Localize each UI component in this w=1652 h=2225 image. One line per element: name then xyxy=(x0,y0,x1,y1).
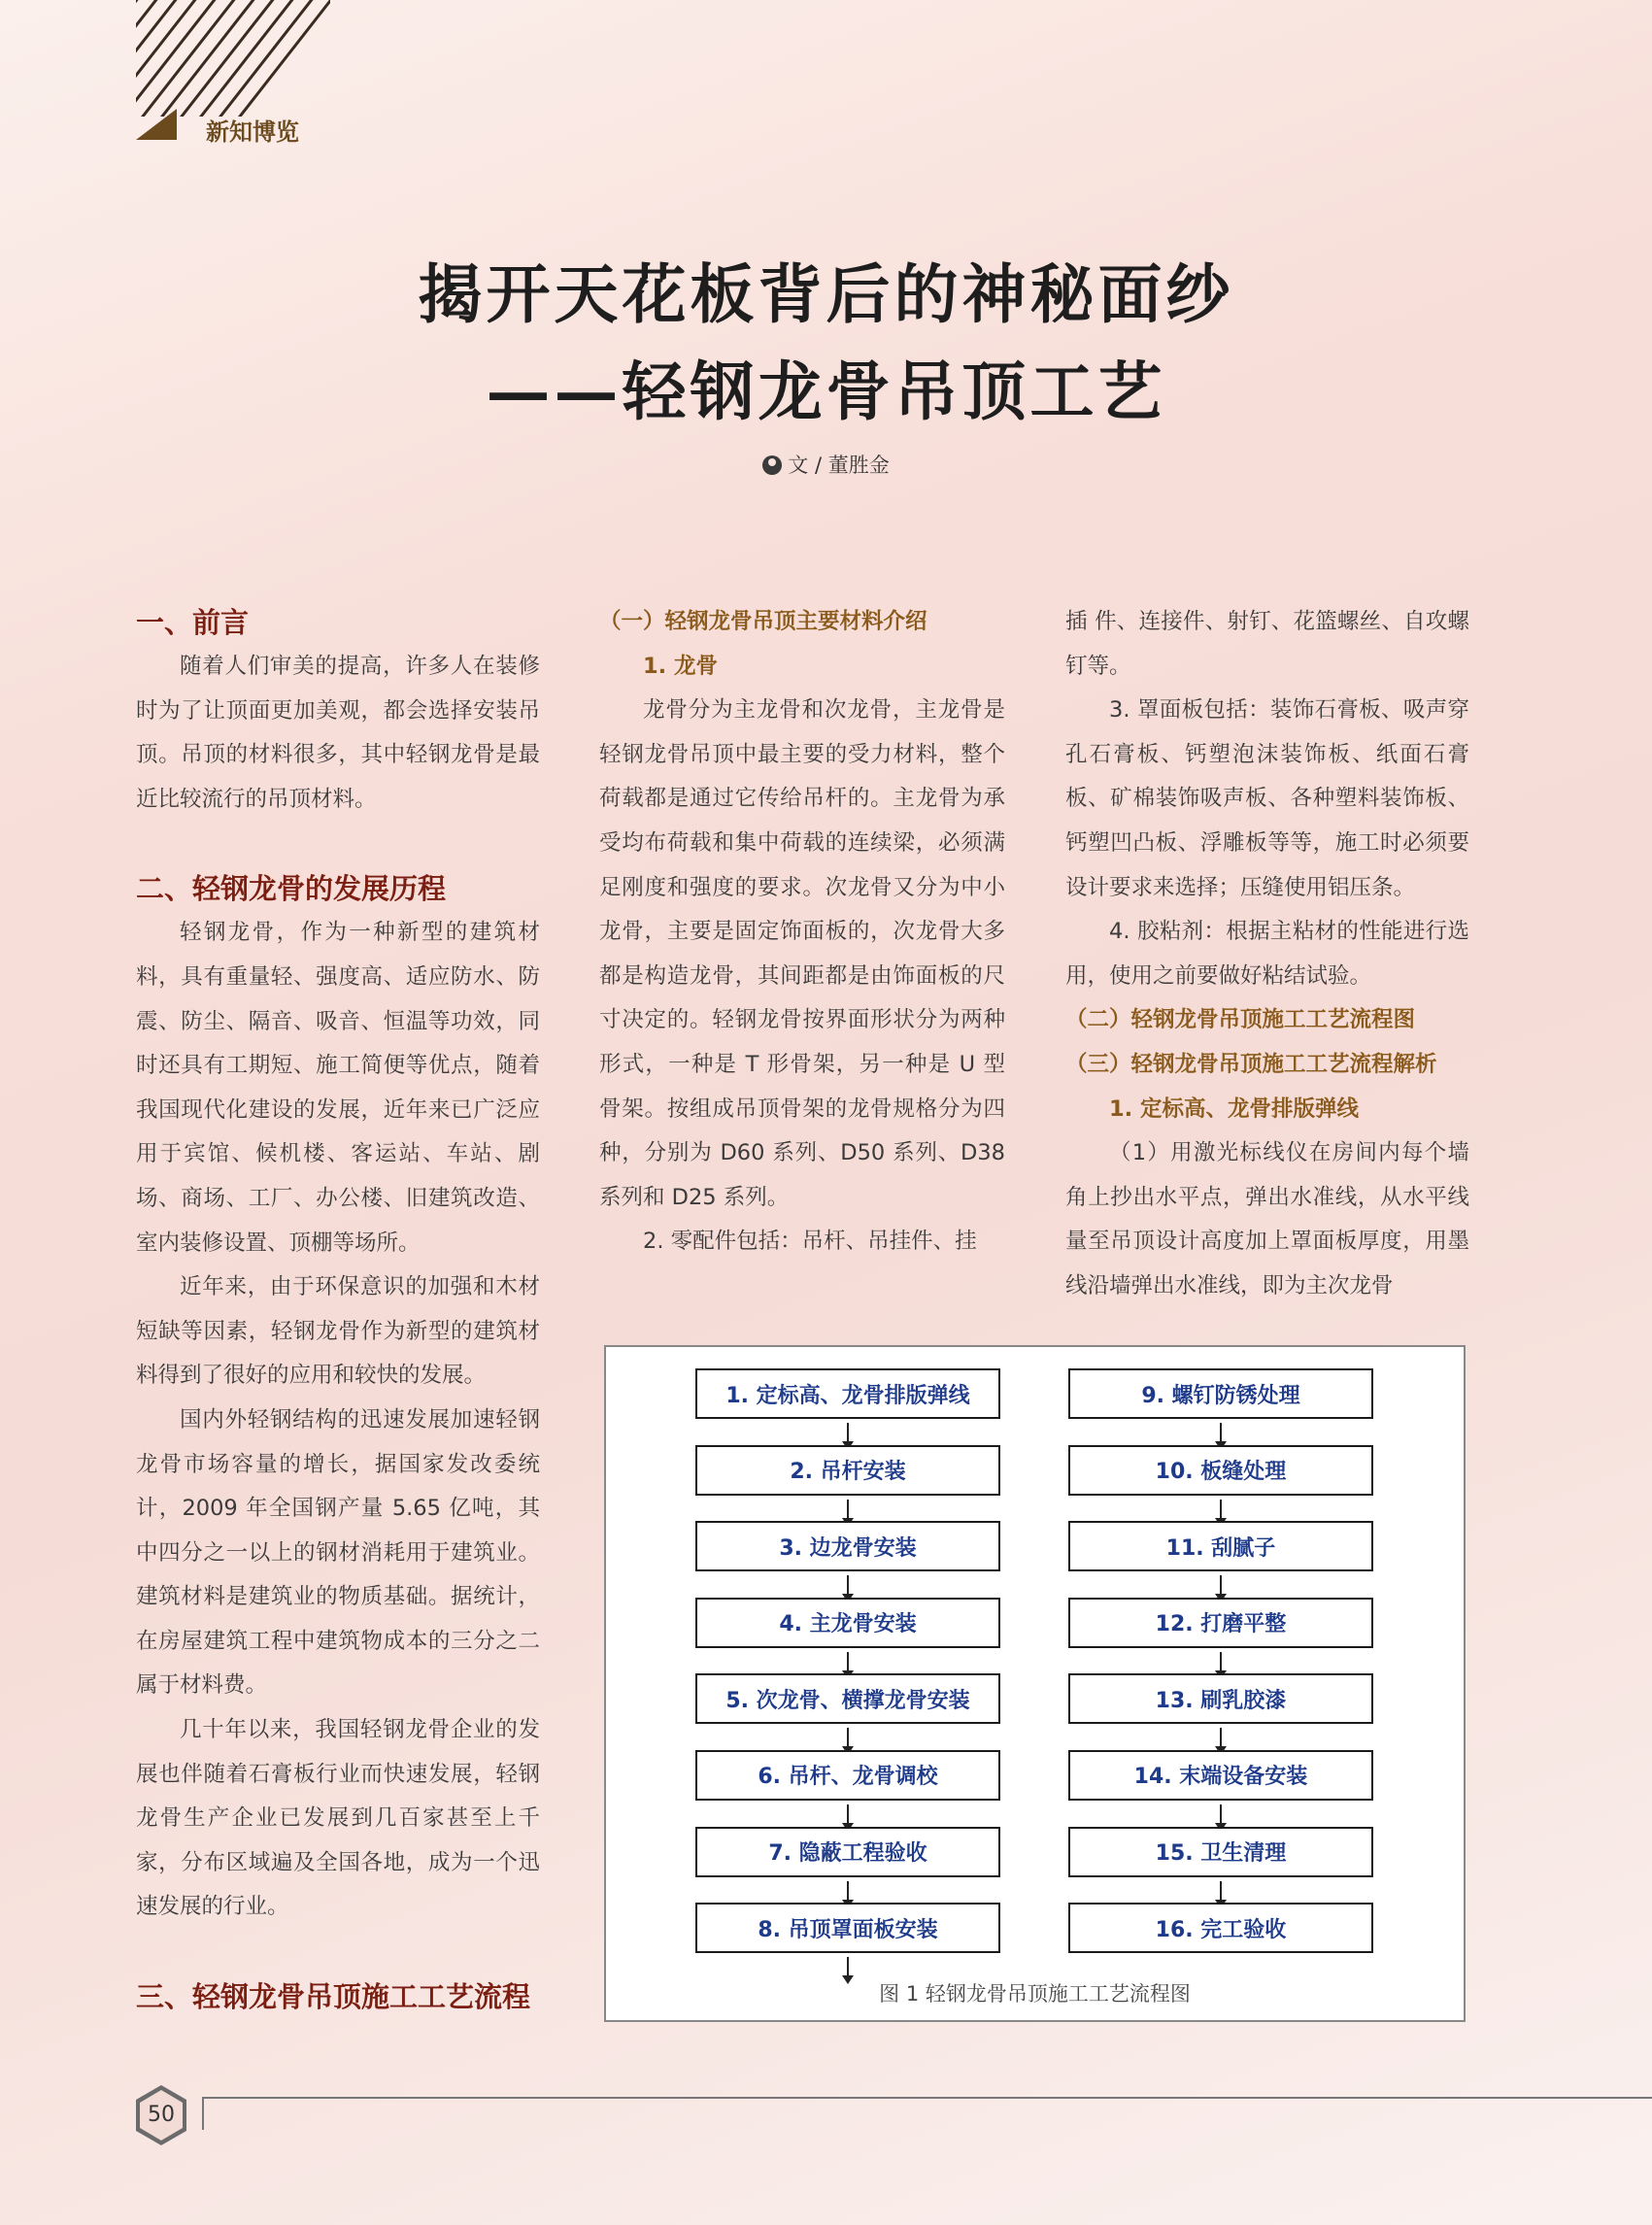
footer-divider xyxy=(202,2097,1652,2099)
article-title: 揭开天花板背后的神秘面纱 xyxy=(418,256,1234,332)
flow-step: 14. 末端设备安装 xyxy=(1068,1750,1373,1801)
flow-step: 8. 吊顶罩面板安装 xyxy=(695,1903,1000,1953)
column-2 xyxy=(599,600,1005,1264)
decorative-stripes xyxy=(136,0,330,117)
corner-triangle-icon xyxy=(136,109,177,140)
heading-process: 三、轻钢龙骨吊顶施工工艺流程 xyxy=(136,1980,531,2014)
arrow-down-icon xyxy=(847,1728,849,1749)
heading-history: 二、轻钢龙骨的发展历程 xyxy=(136,872,447,906)
arrow-down-icon xyxy=(1220,1575,1222,1597)
paragraph: 4. 胶粘剂：根据主粘材的性能进行选 用，使用之前要做好粘结试验。 xyxy=(1065,919,1469,989)
arrow-down-icon xyxy=(1220,1804,1222,1826)
flow-step: 16. 完工验收 xyxy=(1068,1903,1373,1953)
arrow-down-icon xyxy=(847,1804,849,1826)
person-icon xyxy=(762,455,782,475)
flow-step: 10. 板缝处理 xyxy=(1068,1445,1373,1496)
flow-step: 15. 卫生清理 xyxy=(1068,1827,1373,1877)
heading-keel: 1. 龙骨 xyxy=(643,653,719,679)
paragraph: 龙骨分为主龙骨和次龙骨，主龙骨是轻钢龙骨吊顶中最主要的受力材料，整个荷载都是通过它传给吊杆的。主龙骨为承受均布荷载和集中荷载的连续梁，必须满足刚度和强度的要求。次龙骨又分为中小龙骨，主要是固定饰面板的，次龙骨大多都是构造龙骨，其间距都是由饰面板的尺寸决定的。轻钢龙骨按界面形状分为两种形式，一种是 T 形骨架，另一种是 U 型骨架。按组成吊顶骨架的龙骨规格分为四种，分别为 D60 系列、D50 系列、D38 系列和 D25 系列。 xyxy=(599,697,1005,1210)
article-subtitle: ——轻钢龙骨吊顶工艺 xyxy=(486,354,1166,429)
arrow-down-icon xyxy=(847,1957,849,1978)
flow-step: 5. 次龙骨、横撑龙骨安装 xyxy=(695,1673,1000,1724)
footer-tick xyxy=(202,2097,204,2130)
arrow-down-icon xyxy=(847,1881,849,1903)
paragraph: 几十年以来，我国轻钢龙骨企业的发 展也伴随着石膏板行业而快速发展，轻钢 龙骨生产企业已发展到几百家甚至上千家，分布区域遍及全国各地，成为一个迅速发展的行业。 xyxy=(136,1717,540,1920)
paragraph: 随着人们审美的提高，许多人在装修 时为了让顶面更加美观，都会选择安装吊顶。吊顶的材料很多，其中轻钢龙骨是最 近比较流行的吊顶材料。 xyxy=(136,654,540,812)
arrow-down-icon xyxy=(1220,1423,1222,1444)
heading-materials: （一）轻钢龙骨吊顶主要材料介绍 xyxy=(599,609,927,634)
arrow-down-icon xyxy=(1220,1500,1222,1521)
flow-step: 4. 主龙骨安装 xyxy=(695,1598,1000,1648)
flowchart-left-column xyxy=(695,1368,1000,1979)
paragraph: 插 件、连接件、射钉、花篮螺丝、自攻螺钉等。 xyxy=(1065,609,1469,679)
arrow-down-icon xyxy=(847,1575,849,1597)
heading-intro: 一、前言 xyxy=(136,606,250,639)
paragraph: （1）用激光标线仪在房间内每个墙角上抄出水平点，弹出水准线，从水平线 量至吊顶设计高度加上罩面板厚度，用墨 线沿墙弹出水准线，即为主次龙骨 xyxy=(1065,1140,1469,1298)
section-tag: 新知博览 xyxy=(206,118,299,146)
flowchart-right-column xyxy=(1068,1368,1373,1979)
flow-step: 2. 吊杆安装 xyxy=(695,1445,1000,1496)
flow-step: 7. 隐蔽工程验收 xyxy=(695,1827,1000,1877)
arrow-down-icon xyxy=(1220,1881,1222,1903)
flow-step: 1. 定标高、龙骨排版弹线 xyxy=(695,1368,1000,1419)
flow-step: 13. 刷乳胶漆 xyxy=(1068,1673,1373,1724)
paragraph: 国内外轻钢结构的迅速发展加速轻钢龙骨市场容量的增长，据国家发改委统 计，2009 年全国钢产量 5.65 亿吨，其中四分之一以上的钢材消耗用于建筑业。建筑材料是建筑业的物质基础。据统计，在房屋建筑工程中建筑物成本的三分之二属于材料费。 xyxy=(136,1406,540,1699)
paragraph: 2. 零配件包括：吊杆、吊挂件、挂 xyxy=(643,1229,977,1255)
heading-analysis: （三）轻钢龙骨吊顶施工工艺流程解析 xyxy=(1065,1051,1437,1077)
heading-flowchart: （二）轻钢龙骨吊顶施工工艺流程图 xyxy=(1065,1007,1416,1033)
author: 文 / 董胜金 xyxy=(788,454,890,477)
arrow-down-icon xyxy=(1220,1652,1222,1673)
flow-step: 3. 边龙骨安装 xyxy=(695,1521,1000,1571)
column-1 xyxy=(136,600,540,2019)
arrow-down-icon xyxy=(847,1423,849,1444)
figure-caption: 图 1 轻钢龙骨吊顶施工工艺流程图 xyxy=(879,1982,1191,2006)
byline xyxy=(0,450,1652,479)
heading-step1: 1. 定标高、龙骨排版弹线 xyxy=(1109,1096,1360,1122)
flow-step: 11. 刮腻子 xyxy=(1068,1521,1373,1571)
flow-step: 9. 螺钉防锈处理 xyxy=(1068,1368,1373,1419)
flow-step: 6. 吊杆、龙骨调校 xyxy=(695,1750,1000,1801)
flow-step: 12. 打磨平整 xyxy=(1068,1598,1373,1648)
paragraph: 近年来，由于环保意识的加强和木材短缺等因素，轻钢龙骨作为新型的建筑材料得到了很好的应用和较快的发展。 xyxy=(136,1274,540,1389)
page-number: 50 xyxy=(148,2103,175,2127)
flowchart-figure xyxy=(604,1345,1466,2022)
column-3 xyxy=(1065,600,1469,1309)
arrow-down-icon xyxy=(1220,1728,1222,1749)
arrow-down-icon xyxy=(847,1500,849,1521)
paragraph: 3. 罩面板包括：装饰石膏板、吸声穿 孔石膏板、钙塑泡沫装饰板、纸面石膏板、矿棉装饰吸声板、各种塑料装饰板、钙塑凹凸板、浮雕板等等，施工时必须要设计要求来选择；压缝使用铝压条。 xyxy=(1065,697,1469,900)
page-number-badge xyxy=(133,2083,189,2147)
arrow-down-icon xyxy=(847,1652,849,1673)
paragraph: 轻钢龙骨，作为一种新型的建筑材料，具有重量轻、强度高、适应防水、防震、防尘、隔音、吸音、恒温等功效，同时还具有工期短、施工简便等优点，随着我国现代化建设的发展，近年来已广泛应用于宾馆、候机楼、客运站、车站、剧场、商场、工厂、办公楼、旧建筑改造、室内装修设置、顶棚等场所。 xyxy=(136,920,540,1256)
